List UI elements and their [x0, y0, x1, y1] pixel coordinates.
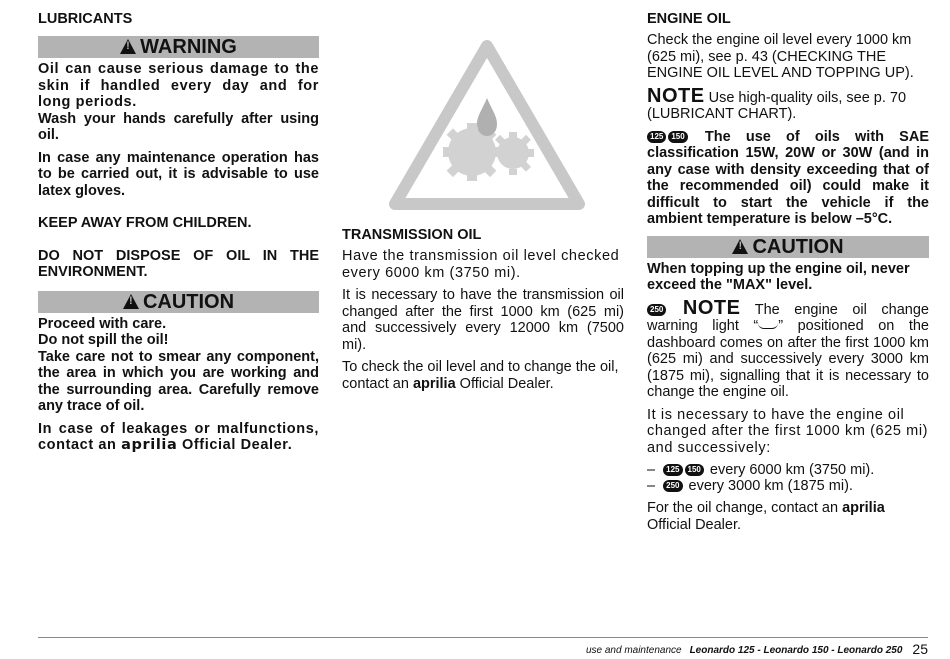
sae-text: The use of oils with SAE classification 15W, 20W or 30W (and in any case with density exceeding that of the recommended oil) could make it difficult to start the vehicle if the ambient temperature is below –5°C.	[647, 128, 929, 227]
caution-paragraph-1: Proceed with care.	[38, 315, 167, 332]
note-1-text: Use high-quality oils, see p. 70 (LUBRICANT CHART).	[647, 89, 907, 122]
caution-paragraph-4	[38, 421, 319, 454]
interval-2-text: every 3000 km (1875 mi).	[684, 478, 853, 494]
left-column	[38, 10, 319, 460]
transmission-p3-end: Official Dealer.	[455, 375, 554, 392]
warning-paragraph-1: Oil can cause serious damage to the skin if handled every day and for long periods.	[38, 61, 319, 110]
right-column	[647, 10, 929, 539]
footer-divider	[38, 637, 928, 638]
aprilia-brand-middle: aprilia	[412, 375, 456, 392]
caution-paragraph-2: Do not spill the oil!	[38, 332, 169, 348]
note-2-text-post: ” positioned on the dashboard comes on after the first 1000 km (625 mi) and successively every 3000 km (1875 mi), signalling that it is necessary to change the engine oil.	[647, 318, 929, 400]
caution-paragraph-3: Take care not to smear any component, the area in which you are working and the surrounding area. Carefully remove any trace of oil.	[38, 348, 319, 414]
badge-125-icon-2: 125	[663, 464, 682, 476]
badge-125-icon: 125	[647, 131, 666, 143]
oil-hazard-illustration	[387, 40, 587, 210]
lubricants-title: LUBRICANTS	[38, 11, 133, 27]
footer-label: use and maintenance	[585, 645, 682, 656]
caution-label-left: CAUTION	[142, 290, 235, 313]
caution-label-right: CAUTION	[752, 235, 844, 258]
aprilia-brand: aprilia	[121, 437, 178, 453]
page-number: 25	[912, 641, 928, 657]
p4-end: Official Dealer.	[647, 516, 742, 533]
caution-topping-up: When topping up the engine oil, never exceed the "MAX" level.	[647, 260, 910, 293]
interval-item-1	[647, 462, 929, 478]
caution-banner-right	[647, 236, 929, 258]
note-2	[647, 296, 929, 401]
oil-gears-warning-icon	[387, 40, 587, 210]
note-2-text-pre: The engine oil change warning light “	[647, 301, 929, 334]
dash-2: –	[647, 478, 656, 494]
warning-paragraph-3: In case any maintenance operation has to be carried out, it is advisable to use latex gloves.	[38, 149, 319, 199]
footer-model: Leonardo 125 - Leonardo 150 - Leonardo 250	[689, 645, 903, 656]
warning-paragraph-4: KEEP AWAY FROM CHILDREN.	[38, 215, 252, 231]
engine-oil-paragraph-4	[647, 500, 929, 533]
note-1-label: NOTE	[647, 84, 705, 107]
warning-triangle-icon	[120, 39, 136, 54]
engine-oil-title: ENGINE OIL	[647, 11, 731, 27]
caution-triangle-icon-right	[732, 239, 748, 254]
badge-250-icon: 250	[647, 304, 666, 316]
caution-triangle-icon	[123, 294, 139, 309]
caution-p4-end: Official Dealer.	[177, 437, 293, 453]
dash-1: –	[647, 462, 656, 478]
engine-oil-sae-paragraph	[647, 129, 929, 228]
note-2-label: NOTE	[682, 296, 741, 319]
caution-banner-left	[38, 291, 319, 313]
warning-label: WARNING	[140, 36, 237, 58]
transmission-paragraph-2: It is necessary to have the transmission oil changed after the first 1000 km (625 mi) and successively every 12000 km (7500 mi).	[342, 287, 624, 353]
transmission-p3-text: To check the oil level and to change the oil, contact an	[342, 359, 619, 392]
badge-250-icon-2: 250	[663, 480, 682, 492]
interval-1-text: every 6000 km (3750 mi).	[705, 462, 875, 478]
oil-can-warning-light-icon	[758, 320, 778, 329]
engine-oil-paragraph-3: It is necessary to have the engine oil changed after the first 1000 km (625 mi) and successively:	[647, 406, 929, 456]
aprilia-brand-right: aprilia	[842, 500, 885, 516]
engine-oil-paragraph-1: Check the engine oil level every 1000 km (625 mi), see p. 43 (CHECKING THE ENGINE OIL LEVEL AND TOPPING UP).	[647, 32, 914, 81]
page-footer	[586, 641, 928, 657]
transmission-oil-title: TRANSMISSION OIL	[342, 227, 482, 243]
warning-banner	[38, 36, 319, 58]
transmission-paragraph-3	[342, 359, 624, 392]
badge-150-icon-2: 150	[685, 464, 704, 476]
caution-p4-text: In case of leakages or malfunctions, contact an	[38, 420, 319, 453]
p4-text: For the oil change, contact an	[647, 500, 843, 516]
badge-150-icon: 150	[668, 131, 687, 143]
transmission-paragraph-1: Have the transmission oil level checked every 6000 km (3750 mi).	[342, 248, 620, 281]
warning-paragraph-5: DO NOT DISPOSE OF OIL IN THE ENVIRONMENT.	[38, 247, 319, 280]
warning-paragraph-2: Wash your hands carefully after using oil.	[38, 110, 319, 143]
note-1	[647, 84, 929, 123]
middle-column	[342, 40, 624, 398]
interval-item-2	[647, 478, 929, 494]
